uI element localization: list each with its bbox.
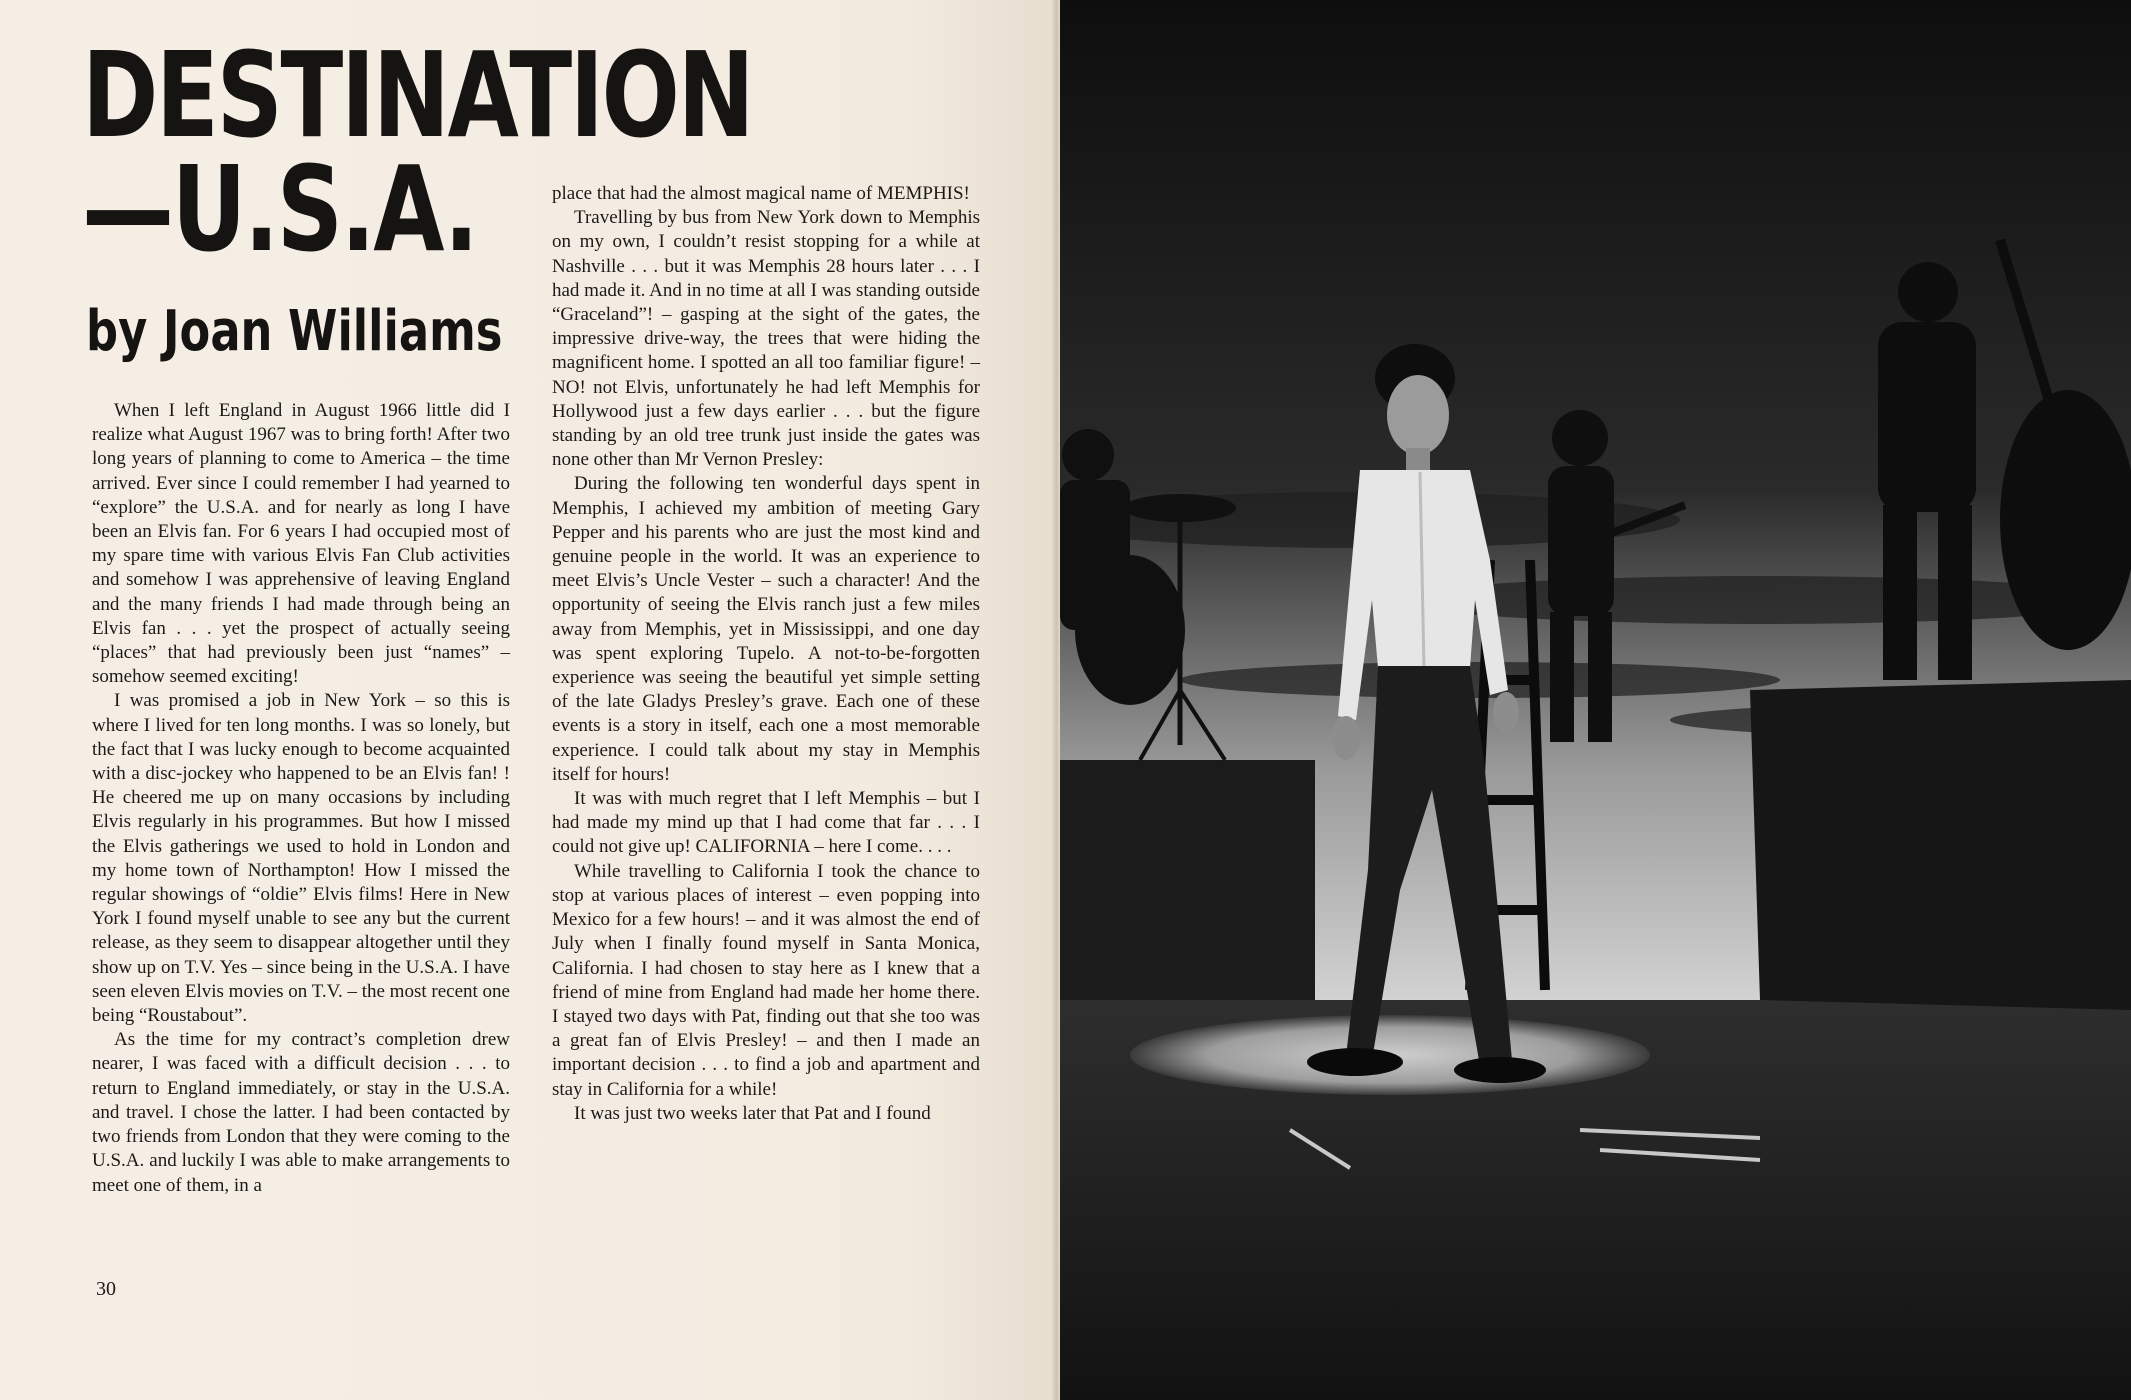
stage-photo (1060, 0, 2131, 1400)
paragraph: While travelling to California I took the chance to stop at various places of interest – even popping into Mexico for a few hours! – and it was almost the end of July when I finally found myself in Santa Monica, California. I had chosen to stay here as I knew that a friend of mine from England had made her home there. I stayed two days with Pat, finding out that she too was a great fan of Elvis Presley! – and then I made an important decision . . . to find a job and apartment and stay in California for a while! (552, 860, 980, 1100)
article-byline: by Joan Williams (86, 299, 503, 364)
paragraph: During the following ten wonderful days spent in Memphis, I achieved my ambition of meeting Gary Pepper and his parents who are just the most kind and genuine people in the world. It was an experience to meet Elvis’s Uncle Vester – such a character! And the opportunity of seeing the Elvis ranch just a few miles away from Memphis, yet in Mississippi, and one day was spent exploring Tupelo. A not-to-be-forgotten experience was seeing the beautiful yet simple setting of the late Gladys Presley’s grave. Each one of these events is a story in itself, each one a most memorable experience. I could talk about my stay in Memphis itself for hours! (552, 473, 980, 785)
text-column-1 (92, 399, 510, 1198)
article-headline: DESTINATION —U.S.A. (82, 26, 753, 278)
paragraph: It was with much regret that I left Memphis – but I had made my mind up that I had come that far . . . I could not give up! CALIFORNIA – here I come. . . . (552, 788, 980, 858)
stage-riser-right (1750, 680, 2131, 1010)
paragraph: It was just two weeks later that Pat and I found (574, 1102, 931, 1124)
text-column-2 (552, 182, 980, 1126)
page-number: 30 (96, 1278, 116, 1300)
paragraph: Travelling by bus from New York down to Memphis on my own, I couldn’t resist stopping for a while at Nashville . . . but it was Memphis 28 hours later . . . I had made it. And in no time at all I was standing outside “Graceland”! – gasping at the sight of the gates, the impressive drive-way, the trees that were hiding the magnificent home. I spotted an all too familiar figure! – NO! not Elvis, unfortunately he had left Memphis for Hollywood just a few days earlier . . . but the figure standing by an old tree trunk just inside the gates was none other than Mr Vernon Presley: (552, 207, 980, 471)
paragraph: When I left England in August 1966 little did I realize what August 1967 was to bring forth! After two long years of planning to come to America – the time arrived. Ever since I could remember I had yearned to “explore” the U.S.A. and for nearly as long I have been an Elvis fan. For 6 years I had occupied most of my spare time with various Elvis Fan Club activities and somehow I was apprehensive of leaving England and the many friends I had made through being an Elvis fan . . . yet the prospect of actually seeing “places” that had previously been just “names” – somehow seemed exciting! (92, 400, 510, 688)
paragraph: I was promised a job in New York – so this is where I lived for ten long months. I was so lonely, but the fact that I was lucky enough to become acquainted with a disc-jockey who happened to be an Elvis fan! ! He cheered me up on many occasions by including Elvis regularly in his programmes. But how I missed the Elvis gatherings we used to hold in London and my home town of Northampton! How I missed the regular showings of “oldie” Elvis films! Here in New York I found myself unable to see any but the current release, as they seem to disappear altogether until they show up on T.V. Yes – since being in the U.S.A. I have seen eleven Elvis movies on T.V. – the most recent one being “Roustabout”. (92, 690, 510, 1027)
stage-photo-illustration (1060, 0, 2131, 1400)
paragraph: place that had the almost magical name of MEMPHIS! (552, 183, 970, 204)
stage-riser-left (1060, 760, 1315, 1000)
paragraph: As the time for my contract’s completion drew nearer, I was faced with a difficult decision . . . to return to England immediately, or stay in the U.S.A. and travel. I chose the latter. I had been contacted by two friends from London that they were coming to the U.S.A. and luckily I was able to make arrangements to meet one of them, in a (92, 1029, 510, 1196)
